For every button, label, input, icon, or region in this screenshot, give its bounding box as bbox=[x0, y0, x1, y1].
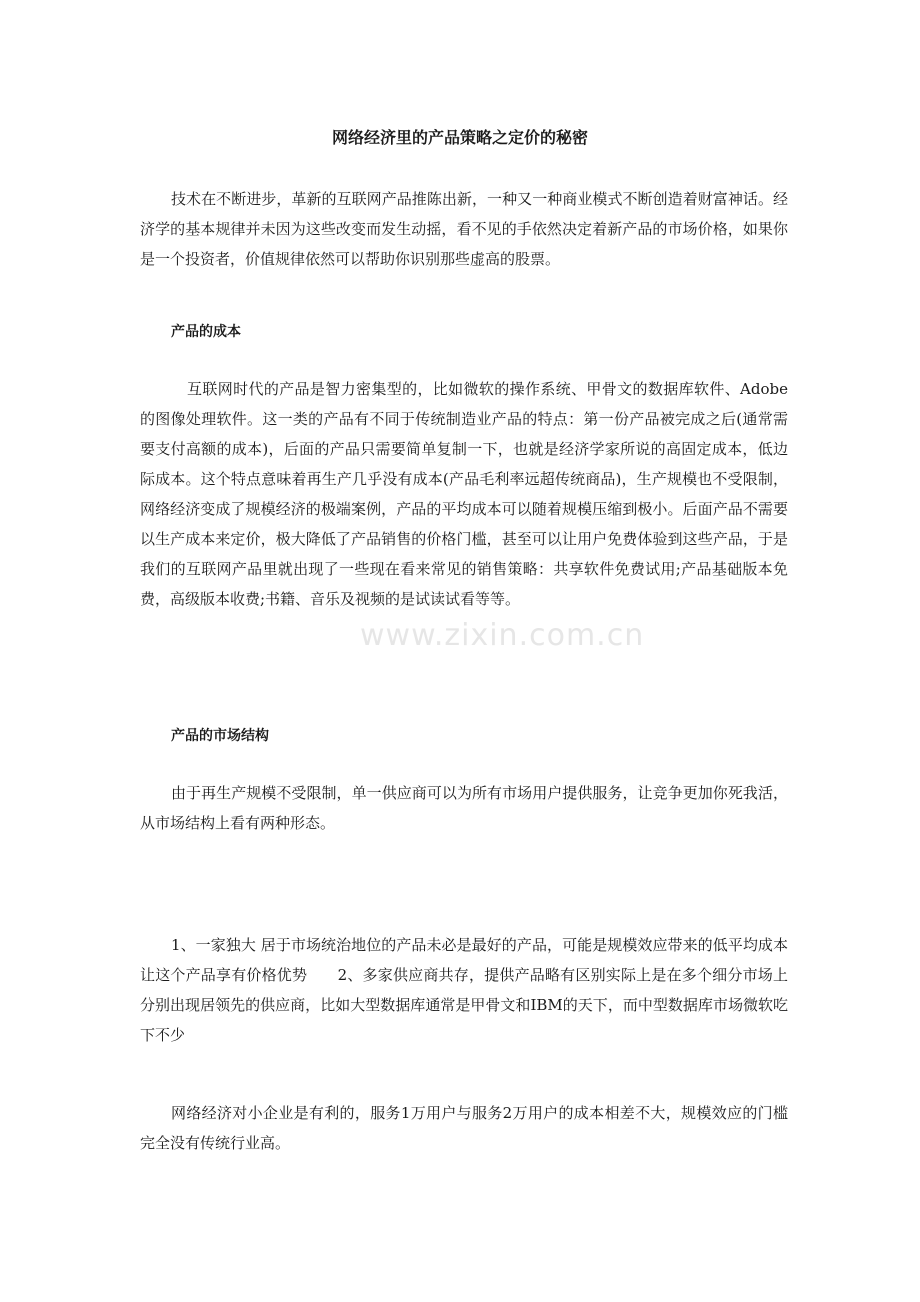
section-heading-cost: 产品的成本 bbox=[171, 324, 241, 340]
document-title: 网络经济里的产品策略之定价的秘密 bbox=[331, 128, 588, 147]
intro-paragraph: 技术在不断进步，革新的互联网产品推陈出新，一种又一种商业模式不断创造着财富神话。经济学的基本规律并未因为这些改变而发生动摇，看不见的手依然决定着新产品的市场价格，如果你是一个投资者，价值规律依然可以帮助你识别那些虚高的股票。 bbox=[140, 190, 788, 268]
section-heading-market-structure: 产品的市场结构 bbox=[171, 728, 269, 744]
closing-paragraph: 网络经济对小企业是有利的，服务1万用户与服务2万用户的成本相差不大，规模效应的门槛完全没有传统行业高。 bbox=[140, 1104, 788, 1152]
market-structure-paragraph: 由于再生产规模不受限制，单一供应商可以为所有市场用户提供服务，让竞争更加你死我活，从市场结构上看有两种形态。 bbox=[140, 784, 788, 832]
market-forms-paragraph: 1、一家独大 居于市场统治地位的产品未必是最好的产品，可能是规模效应带来的低平均成本让这个产品享有价格优势 2、多家供应商共存，提供产品略有区别实际上是在多个细分市场上分别出现居领先的供应商，比如大型数据库通常是甲骨文和IBM的天下，而中型数据库市场微软吃下不少 bbox=[140, 936, 788, 1044]
cost-paragraph: 互联网时代的产品是智力密集型的，比如微软的操作系统、甲骨文的数据库软件、Adobe的图像处理软件。这一类的产品有不同于传统制造业产品的特点：第一份产品被完成之后(通常需要支付高额的成本)，后面的产品只需要简单复制一下，也就是经济学家所说的高固定成本，低边际成本。这个特点意味着再生产几乎没有成本(产品毛利率远超传统商品)，生产规模也不受限制，网络经济变成了规模经济的极端案例，产品的平均成本可以随着规模压缩到极小。后面产品不需要以生产成本来定价，极大降低了产品销售的价格门槛，甚至可以让用户免费体验到这些产品，于是我们的互联网产品里就出现了一些现在看来常见的销售策略：共享软件免费试用;产品基础版本免费，高级版本收费;书籍、音乐及视频的是试读试看等等。 bbox=[140, 380, 788, 608]
watermark: www.zixin.com.cn bbox=[360, 618, 645, 653]
